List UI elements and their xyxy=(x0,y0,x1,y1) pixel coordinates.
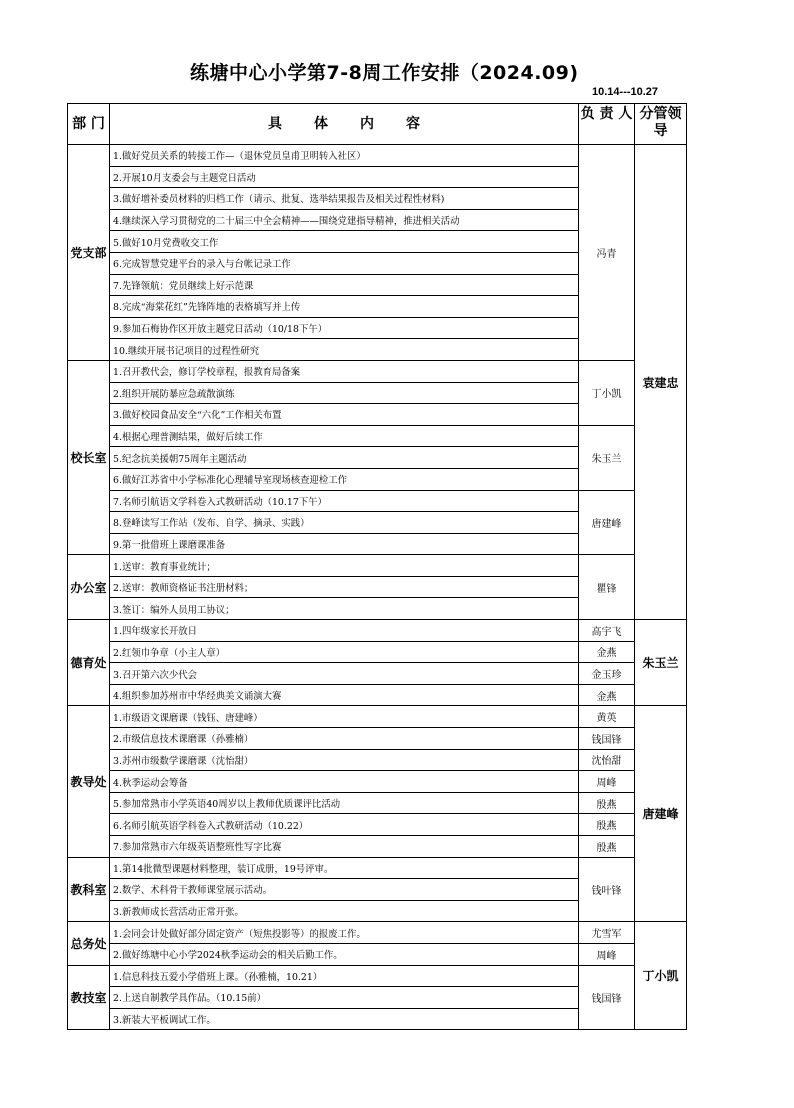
task-item: 6.名师引航英语学科卷入式教研活动（10.22） xyxy=(110,814,579,836)
responsible-cell: 金玉珍 xyxy=(579,663,635,685)
table-row xyxy=(68,943,687,965)
task-item: 10.继续开展书记项目的过程性研究 xyxy=(110,339,579,361)
page-title: 练塘中心小学第7-8周工作安排（2024.09) xyxy=(190,62,579,84)
responsible-cell: 黄英 xyxy=(579,706,635,728)
responsible-cell: 殷燕 xyxy=(579,836,635,858)
task-item: 7.名师引航语文学科卷入式教研活动（10.17下午） xyxy=(110,490,579,512)
task-item: 8.完成“海棠花红”先锋阵地的表格填写并上传 xyxy=(110,296,579,318)
header-responsible: 负 责 人 xyxy=(579,104,635,145)
table-row xyxy=(68,145,687,167)
task-item: 2.市级信息技术课磨课（孙雅楠） xyxy=(110,728,579,750)
task-item: 4.组织参加苏州市中华经典美文诵演大赛 xyxy=(110,684,579,706)
table-row xyxy=(68,360,687,382)
header-content-char: 具 xyxy=(268,116,282,132)
task-item: 4.根据心理普测结果，做好后续工作 xyxy=(110,425,579,447)
header-row xyxy=(68,104,687,145)
task-item: 3.做好校园食品安全“六化”工作相关布置 xyxy=(110,404,579,426)
header-dept: 部 门 xyxy=(68,104,110,145)
responsible-cell: 钱国锋 xyxy=(579,728,635,750)
task-item: 9.参加石梅协作区开放主题党日活动（10/18下午） xyxy=(110,317,579,339)
responsible-cell: 周峰 xyxy=(579,943,635,965)
table-row xyxy=(68,684,687,706)
task-item: 1.做好党员关系的转接工作—（退休党员皇甫卫明转入社区） xyxy=(110,145,579,167)
task-item: 6.做好江苏省中小学标准化心理辅导室现场核查迎检工作 xyxy=(110,468,579,490)
header-leader: 分管领导 xyxy=(635,104,687,145)
task-item: 5.做好10月党费收交工作 xyxy=(110,231,579,253)
responsible-cell: 朱玉兰 xyxy=(579,425,635,490)
task-item: 5.参加常熟市小学英语40周岁以上教师优质课评比活动 xyxy=(110,792,579,814)
table-row xyxy=(68,814,687,836)
leader-cell: 唐建峰 xyxy=(635,706,687,922)
dept-cell: 教技室 xyxy=(68,965,110,1030)
table-row xyxy=(68,425,687,447)
task-item: 3.新教师成长营活动正常开张。 xyxy=(110,900,579,922)
task-item: 1.四年级家长开放日 xyxy=(110,620,579,642)
table-row xyxy=(68,555,687,577)
header-content-char: 容 xyxy=(406,116,420,132)
table-row xyxy=(68,771,687,793)
header-content-char: 内 xyxy=(360,116,374,132)
responsible-cell: 钱叶锋 xyxy=(579,857,635,922)
responsible-cell: 金燕 xyxy=(579,641,635,663)
table-row xyxy=(68,922,687,944)
task-item: 1.召开教代会，修订学校章程，报教育局备案 xyxy=(110,360,579,382)
responsible-cell: 殷燕 xyxy=(579,814,635,836)
table-row xyxy=(68,792,687,814)
table-row xyxy=(68,728,687,750)
task-item: 2.送审：教师资格证书注册材料； xyxy=(110,576,579,598)
task-item: 1.会同会计处做好部分固定资产（短焦投影等）的报废工作。 xyxy=(110,922,579,944)
task-item: 8.登峰读写工作站（发布、自学、摘录、实践） xyxy=(110,512,579,534)
task-item: 3.做好增补委员材料的归档工作（请示、批复、选举结果报告及相关过程性材料) xyxy=(110,188,579,210)
responsible-cell: 殷燕 xyxy=(579,792,635,814)
task-item: 3.召开第六次少代会 xyxy=(110,663,579,685)
responsible-cell: 高宇飞 xyxy=(579,620,635,642)
responsible-cell: 冯青 xyxy=(579,145,635,361)
header-content-char: 体 xyxy=(314,116,328,132)
task-item: 4.秋季运动会筹备 xyxy=(110,771,579,793)
date-range: 10.14---10.27 xyxy=(592,86,659,98)
table-row xyxy=(68,706,687,728)
task-item: 1.信息科技五爱小学借班上课。（孙雅楠，10.21） xyxy=(110,965,579,987)
responsible-cell: 钱国锋 xyxy=(579,965,635,1030)
responsible-cell: 瞿锋 xyxy=(579,555,635,620)
table-row xyxy=(68,749,687,771)
responsible-cell: 金燕 xyxy=(579,684,635,706)
task-item: 7.先锋领航：党员继续上好示范课 xyxy=(110,274,579,296)
task-item: 2.数学、术科骨干教师课堂展示活动。 xyxy=(110,879,579,901)
dept-cell: 校长室 xyxy=(68,360,110,554)
task-item: 2.上送自制教学具作品。（10.15前） xyxy=(110,987,579,1009)
task-item: 1.送审：教育事业统计； xyxy=(110,555,579,577)
task-item: 9.第一批借班上课磨课准备 xyxy=(110,533,579,555)
task-item: 4.继续深入学习贯彻党的二十届三中全会精神——围绕党建指导精神，推进相关活动 xyxy=(110,209,579,231)
schedule-table xyxy=(67,103,687,1030)
table-row xyxy=(68,620,687,642)
table-row xyxy=(68,836,687,858)
task-item: 2.组织开展防暴应急疏散演练 xyxy=(110,382,579,404)
dept-cell: 教导处 xyxy=(68,706,110,857)
responsible-cell: 沈怡甜 xyxy=(579,749,635,771)
responsible-cell: 尤雪军 xyxy=(579,922,635,944)
dept-cell: 总务处 xyxy=(68,922,110,965)
table-row xyxy=(68,641,687,663)
task-item: 2.红领巾争章（小主人章） xyxy=(110,641,579,663)
task-item: 2.做好练塘中心小学2024秋季运动会的相关后勤工作。 xyxy=(110,943,579,965)
responsible-cell: 丁小凯 xyxy=(579,360,635,425)
leader-cell: 袁建忠 xyxy=(635,145,687,620)
task-item: 1.第14批微型课题材料整理，装订成册，19号评审。 xyxy=(110,857,579,879)
leader-cell: 朱玉兰 xyxy=(635,620,687,706)
dept-cell: 德育处 xyxy=(68,620,110,706)
table-row xyxy=(68,857,687,879)
table-row xyxy=(68,965,687,987)
dept-cell: 教科室 xyxy=(68,857,110,922)
task-item: 2.开展10月支委会与主题党日活动 xyxy=(110,166,579,188)
table-row xyxy=(68,490,687,512)
task-item: 7.参加常熟市六年级英语整班性写字比赛 xyxy=(110,836,579,858)
task-item: 3.苏州市级数学课磨课（沈怡甜） xyxy=(110,749,579,771)
dept-cell: 党支部 xyxy=(68,145,110,361)
dept-cell: 办公室 xyxy=(68,555,110,620)
task-item: 6.完成智慧党建平台的录入与台帐记录工作 xyxy=(110,252,579,274)
responsible-cell: 周峰 xyxy=(579,771,635,793)
task-item: 5.纪念抗美援朝75周年主题活动 xyxy=(110,447,579,469)
header-content xyxy=(110,104,579,145)
table-row xyxy=(68,663,687,685)
task-item: 3.签订：编外人员用工协议； xyxy=(110,598,579,620)
responsible-cell: 唐建峰 xyxy=(579,490,635,555)
task-item: 3.新装大平板调试工作。 xyxy=(110,1008,579,1030)
leader-cell: 丁小凯 xyxy=(635,922,687,1030)
task-item: 1.市级语文课磨课（钱钰、唐建峰） xyxy=(110,706,579,728)
